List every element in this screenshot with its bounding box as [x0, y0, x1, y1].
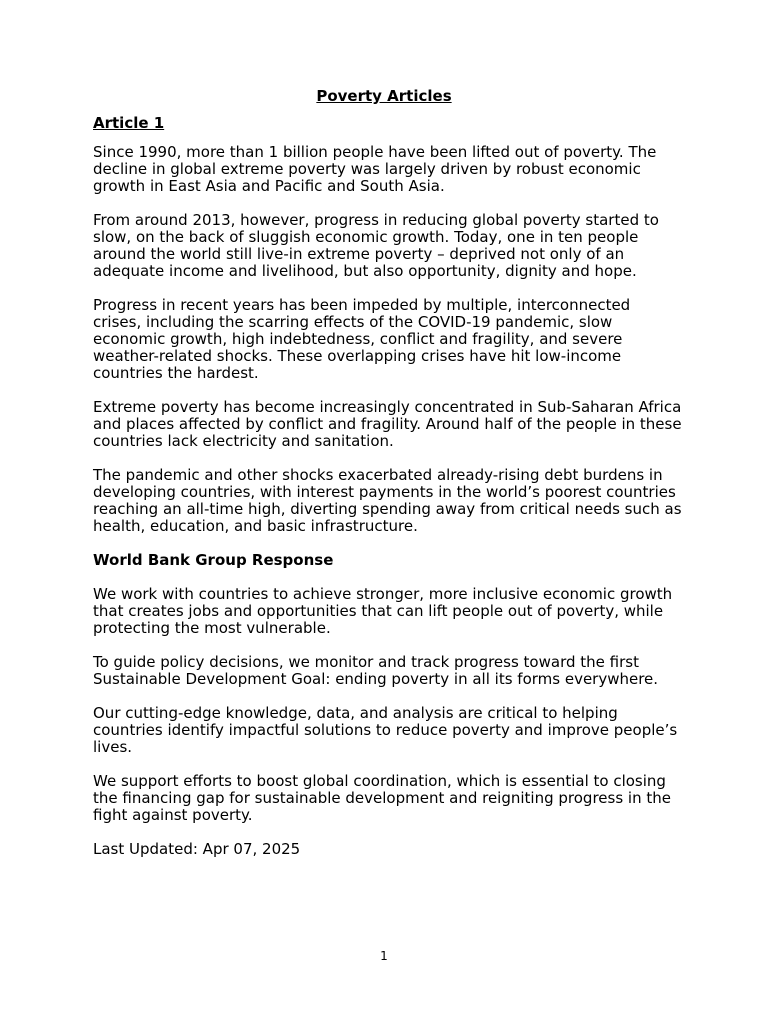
response-paragraph-3: Our cutting-edge knowledge, data, and analysis are critical to helping countries identify impactful solutions to reduce poverty and improve people’s lives. — [93, 704, 678, 756]
document-body — [93, 113, 683, 858]
document-title: Poverty Articles — [316, 87, 452, 105]
paragraph-1: Since 1990, more than 1 billion people have been lifted out of poverty. The decline in global extreme poverty was largely driven by robust economic growth in East Asia and Pacific and South Asia. — [93, 143, 657, 195]
section-heading: World Bank Group Response — [93, 551, 334, 569]
response-paragraph-2: To guide policy decisions, we monitor and track progress toward the first Sustainable Development Goal: ending poverty in all its forms everywhere. — [93, 653, 659, 688]
paragraph-4: Extreme poverty has become increasingly concentrated in Sub-Saharan Africa and places affected by conflict and fragility. Around half of the people in these countries lack electricity and sanitation. — [93, 398, 682, 450]
article-heading: Article 1 — [93, 114, 165, 132]
paragraph-2: From around 2013, however, progress in reducing global poverty started to slow, on the back of sluggish economic growth. Today, one in ten people around the world still live-in extreme poverty – deprived not only of an adequate income and livelihood, but also opportunity, dignity and hope. — [93, 211, 659, 280]
paragraph-3: Progress in recent years has been impeded by multiple, interconnected crises, including the scarring effects of the COVID-19 pandemic, slow economic growth, high indebtedness, conflict and fragility, and severe weather-related shocks. These overlapping crises have hit low-income countries the hardest. — [93, 296, 631, 382]
response-paragraph-4: We support efforts to boost global coordination, which is essential to closing the financing gap for sustainable development and reigniting progress in the fight against poverty. — [93, 772, 671, 824]
last-updated: Last Updated: Apr 07, 2025 — [93, 840, 301, 858]
paragraph-5: The pandemic and other shocks exacerbated already-rising debt burdens in developing countries, with interest payments in the world’s poorest countries reaching an all-time high, diverting spending away from critical needs such as health, education, and basic infrastructure. — [93, 466, 682, 535]
page-number: 1 — [380, 949, 388, 963]
response-paragraph-1: We work with countries to achieve stronger, more inclusive economic growth that creates jobs and opportunities that can lift people out of poverty, while protecting the most vulnerable. — [93, 585, 673, 637]
